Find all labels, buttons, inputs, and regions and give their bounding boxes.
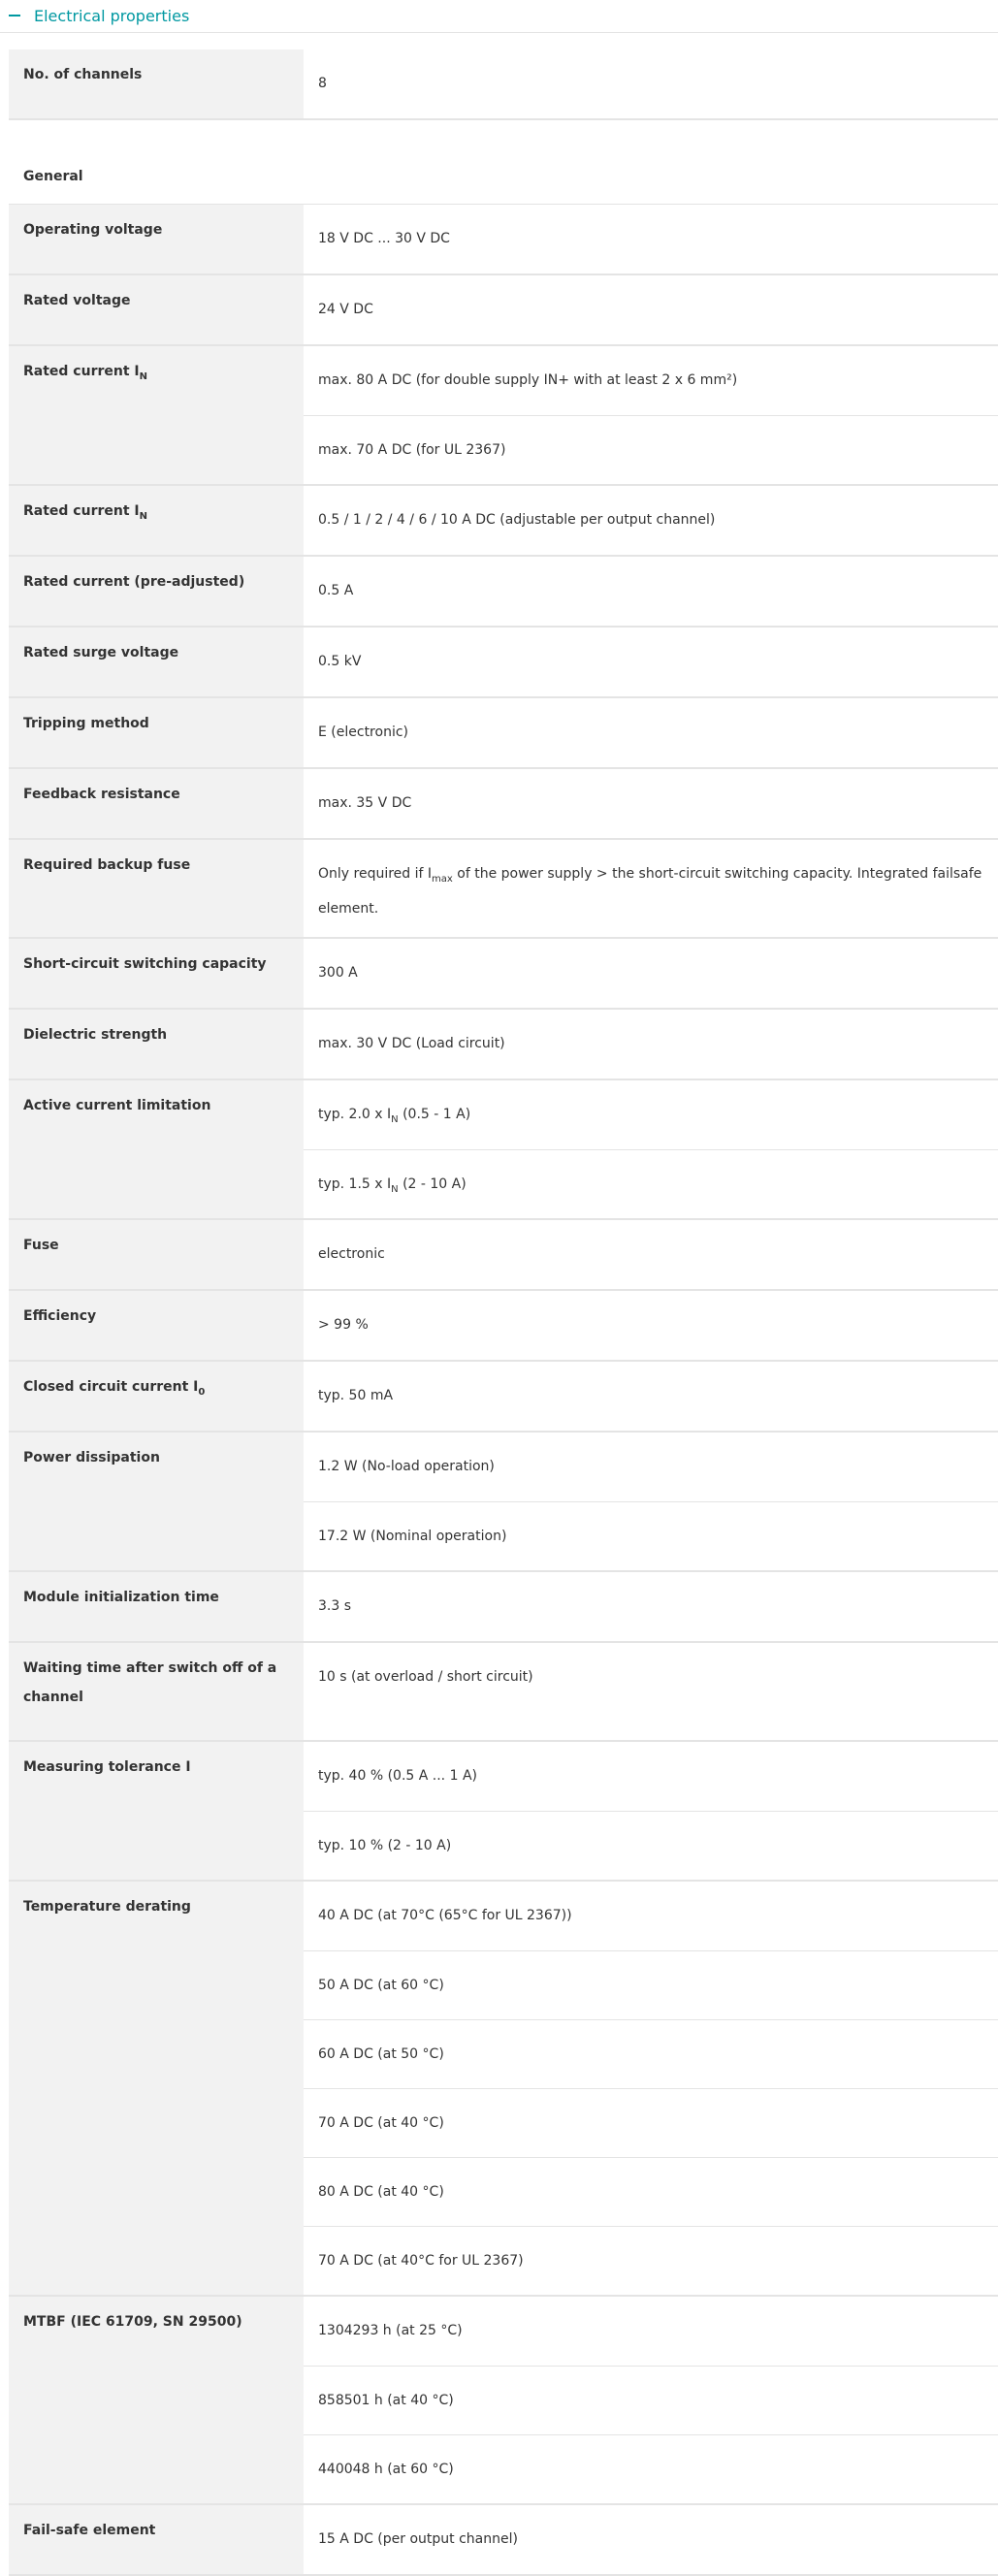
spec-values xyxy=(304,698,998,767)
spec-value-subscript: N xyxy=(391,1113,399,1125)
spec-row xyxy=(9,346,998,486)
spec-value xyxy=(304,840,998,937)
spec-values xyxy=(304,275,998,344)
spec-label-text: Rated voltage xyxy=(23,293,131,308)
spec-value-text: typ. 2.0 x I xyxy=(318,1107,392,1122)
spec-value-text: (2 - 10 A) xyxy=(398,1176,467,1192)
spec-values xyxy=(304,1882,998,2295)
electrical-properties-toggle[interactable] xyxy=(0,0,998,33)
spec-label-text: Rated current I xyxy=(23,503,140,519)
spec-label-text: Rated surge voltage xyxy=(23,645,179,660)
spec-value: 3.3 s xyxy=(318,1598,352,1614)
spec-values xyxy=(304,1742,998,1880)
spec-row xyxy=(9,486,998,557)
spec-label-text: Closed circuit current I xyxy=(23,1379,199,1395)
spec-label xyxy=(9,840,304,937)
spec-value-text: Only required if I xyxy=(318,866,433,882)
spec-values xyxy=(304,1080,998,1218)
spec-value: max. 70 A DC (for UL 2367) xyxy=(304,415,998,484)
spec-value-subscript: max xyxy=(432,873,453,885)
spec-row xyxy=(9,939,998,1010)
spec-value: electronic xyxy=(318,1246,385,1262)
spec-label xyxy=(9,205,304,274)
group-heading-row xyxy=(9,120,998,205)
spec-values xyxy=(304,1572,998,1641)
spec-value: 440048 h (at 60 °C) xyxy=(304,2434,998,2503)
spec-value: 24 V DC xyxy=(318,302,373,317)
spec-values xyxy=(304,1220,998,1289)
spec-row xyxy=(9,1362,998,1433)
spec-value: 17.2 W (Nominal operation) xyxy=(304,1501,998,1570)
spec-value: 300 A xyxy=(318,965,358,981)
spec-values xyxy=(304,205,998,274)
spec-value: max. 80 A DC (for double supply IN+ with at least 2 x 6 mm²) xyxy=(318,372,738,388)
spec-value-text: of the power supply > the short-circuit switching capacity. Integrated failsafe element. xyxy=(318,866,982,917)
spec-label xyxy=(9,1291,304,1360)
spec-label-text: Feedback resistance xyxy=(23,787,180,802)
spec-value: 40 A DC (at 70°C (65°C for UL 2367)) xyxy=(318,1908,572,1923)
spec-label xyxy=(9,1010,304,1079)
spec-value: 1.2 W (No-load operation) xyxy=(318,1459,495,1474)
spec-values xyxy=(304,939,998,1008)
spec-label-text: Efficiency xyxy=(23,1308,97,1324)
spec-label xyxy=(9,1742,304,1880)
spec-label-text: Fuse xyxy=(23,1238,59,1253)
spec-label-text: Rated current (pre-adjusted) xyxy=(23,574,245,590)
spec-values xyxy=(304,49,998,118)
spec-values xyxy=(304,769,998,838)
spec-label xyxy=(9,557,304,626)
spec-values xyxy=(304,2297,998,2503)
spec-value: 18 V DC ... 30 V DC xyxy=(318,231,450,246)
minus-icon xyxy=(9,15,20,16)
spec-values xyxy=(304,2505,998,2574)
spec-table xyxy=(9,49,998,2576)
spec-row xyxy=(9,1643,998,1742)
spec-value: 70 A DC (at 40 °C) xyxy=(304,2088,998,2157)
spec-value: E (electronic) xyxy=(318,724,408,740)
spec-row xyxy=(9,698,998,769)
spec-row xyxy=(9,2505,998,2576)
spec-label-text: Operating voltage xyxy=(23,222,163,238)
spec-label xyxy=(9,486,304,555)
spec-label xyxy=(9,2297,304,2503)
spec-values xyxy=(304,486,998,555)
spec-value: 10 s (at overload / short circuit) xyxy=(318,1669,533,1685)
spec-row xyxy=(9,2297,998,2505)
spec-rows xyxy=(9,205,998,2576)
spec-value: 0.5 kV xyxy=(318,654,362,669)
spec-label-text: Waiting time after switch off of a channel xyxy=(23,1660,277,1705)
spec-value: 0.5 / 1 / 2 / 4 / 6 / 10 A DC (adjustable per output channel) xyxy=(318,512,716,528)
spec-value: 60 A DC (at 50 °C) xyxy=(304,2019,998,2088)
spec-label-text: Rated current I xyxy=(23,364,140,379)
spec-values xyxy=(304,1291,998,1360)
spec-value-text: typ. 1.5 x I xyxy=(318,1176,392,1192)
spec-row xyxy=(9,1010,998,1080)
spec-label xyxy=(9,346,304,484)
spec-label xyxy=(9,1643,304,1740)
spec-value: 15 A DC (per output channel) xyxy=(318,2531,518,2547)
spec-label xyxy=(9,1220,304,1289)
spec-row xyxy=(9,1572,998,1643)
spec-label-subscript: 0 xyxy=(198,1386,206,1398)
spec-label-text: Power dissipation xyxy=(23,1450,160,1465)
spec-label-text: Active current limitation xyxy=(23,1098,211,1113)
spec-value: max. 30 V DC (Load circuit) xyxy=(318,1036,505,1051)
spec-value-text: (0.5 - 1 A) xyxy=(398,1107,471,1122)
group-heading: General xyxy=(23,169,83,184)
section-title: Electrical properties xyxy=(34,7,190,25)
spec-value: > 99 % xyxy=(318,1317,369,1333)
spec-values xyxy=(304,628,998,696)
spec-row xyxy=(9,1291,998,1362)
spec-label-subscript: N xyxy=(139,510,147,522)
spec-row xyxy=(9,275,998,346)
spec-label xyxy=(9,939,304,1008)
spec-label-text: Fail-safe element xyxy=(23,2523,156,2538)
spec-value: 70 A DC (at 40°C for UL 2367) xyxy=(304,2226,998,2295)
spec-values xyxy=(304,1010,998,1079)
spec-label xyxy=(9,1882,304,2295)
spec-label-text: Temperature derating xyxy=(23,1899,191,1915)
spec-label-text: Tripping method xyxy=(23,716,149,731)
spec-value: typ. 40 % (0.5 A ... 1 A) xyxy=(318,1768,477,1784)
spec-label xyxy=(9,1080,304,1218)
spec-row xyxy=(9,840,998,939)
spec-value-subscript: N xyxy=(391,1183,399,1195)
spec-row xyxy=(9,628,998,698)
spec-values xyxy=(304,840,998,937)
spec-value xyxy=(304,1080,998,1149)
spec-row xyxy=(9,1433,998,1572)
spec-label-text: Required backup fuse xyxy=(23,857,191,873)
spec-label xyxy=(9,628,304,696)
spec-row xyxy=(9,769,998,840)
spec-label-text: MTBF (IEC 61709, SN 29500) xyxy=(23,2314,242,2330)
spec-row xyxy=(9,1080,998,1220)
spec-value: typ. 50 mA xyxy=(318,1388,394,1403)
spec-value: 1304293 h (at 25 °C) xyxy=(318,2323,463,2338)
spec-value: typ. 10 % (2 - 10 A) xyxy=(304,1811,998,1880)
spec-row xyxy=(9,1220,998,1291)
spec-row-channels xyxy=(9,49,998,120)
spec-value xyxy=(304,1149,998,1218)
spec-row xyxy=(9,557,998,628)
spec-values xyxy=(304,346,998,484)
spec-label xyxy=(9,1572,304,1641)
spec-value: 858501 h (at 40 °C) xyxy=(304,2366,998,2434)
spec-label xyxy=(9,1433,304,1570)
spec-label xyxy=(9,769,304,838)
spec-value: max. 35 V DC xyxy=(318,795,412,811)
spec-label: No. of channels xyxy=(9,49,304,118)
spec-values xyxy=(304,557,998,626)
spec-values xyxy=(304,1433,998,1570)
spec-label xyxy=(9,1362,304,1431)
spec-label-text: Module initialization time xyxy=(23,1590,219,1605)
spec-label-subscript: N xyxy=(139,370,147,382)
spec-label-text: Measuring tolerance I xyxy=(23,1759,191,1775)
spec-label xyxy=(9,2505,304,2574)
spec-values xyxy=(304,1643,998,1740)
spec-row xyxy=(9,205,998,275)
spec-row xyxy=(9,1742,998,1882)
spec-label xyxy=(9,275,304,344)
spec-label xyxy=(9,698,304,767)
spec-value: 50 A DC (at 60 °C) xyxy=(304,1950,998,2019)
spec-label-text: Short-circuit switching capacity xyxy=(23,956,267,972)
spec-value: 0.5 A xyxy=(318,583,354,598)
spec-row xyxy=(9,1882,998,2297)
spec-value: 8 xyxy=(318,76,327,91)
spec-value: 80 A DC (at 40 °C) xyxy=(304,2157,998,2226)
spec-label-text: Dielectric strength xyxy=(23,1027,168,1043)
spec-values xyxy=(304,1362,998,1431)
